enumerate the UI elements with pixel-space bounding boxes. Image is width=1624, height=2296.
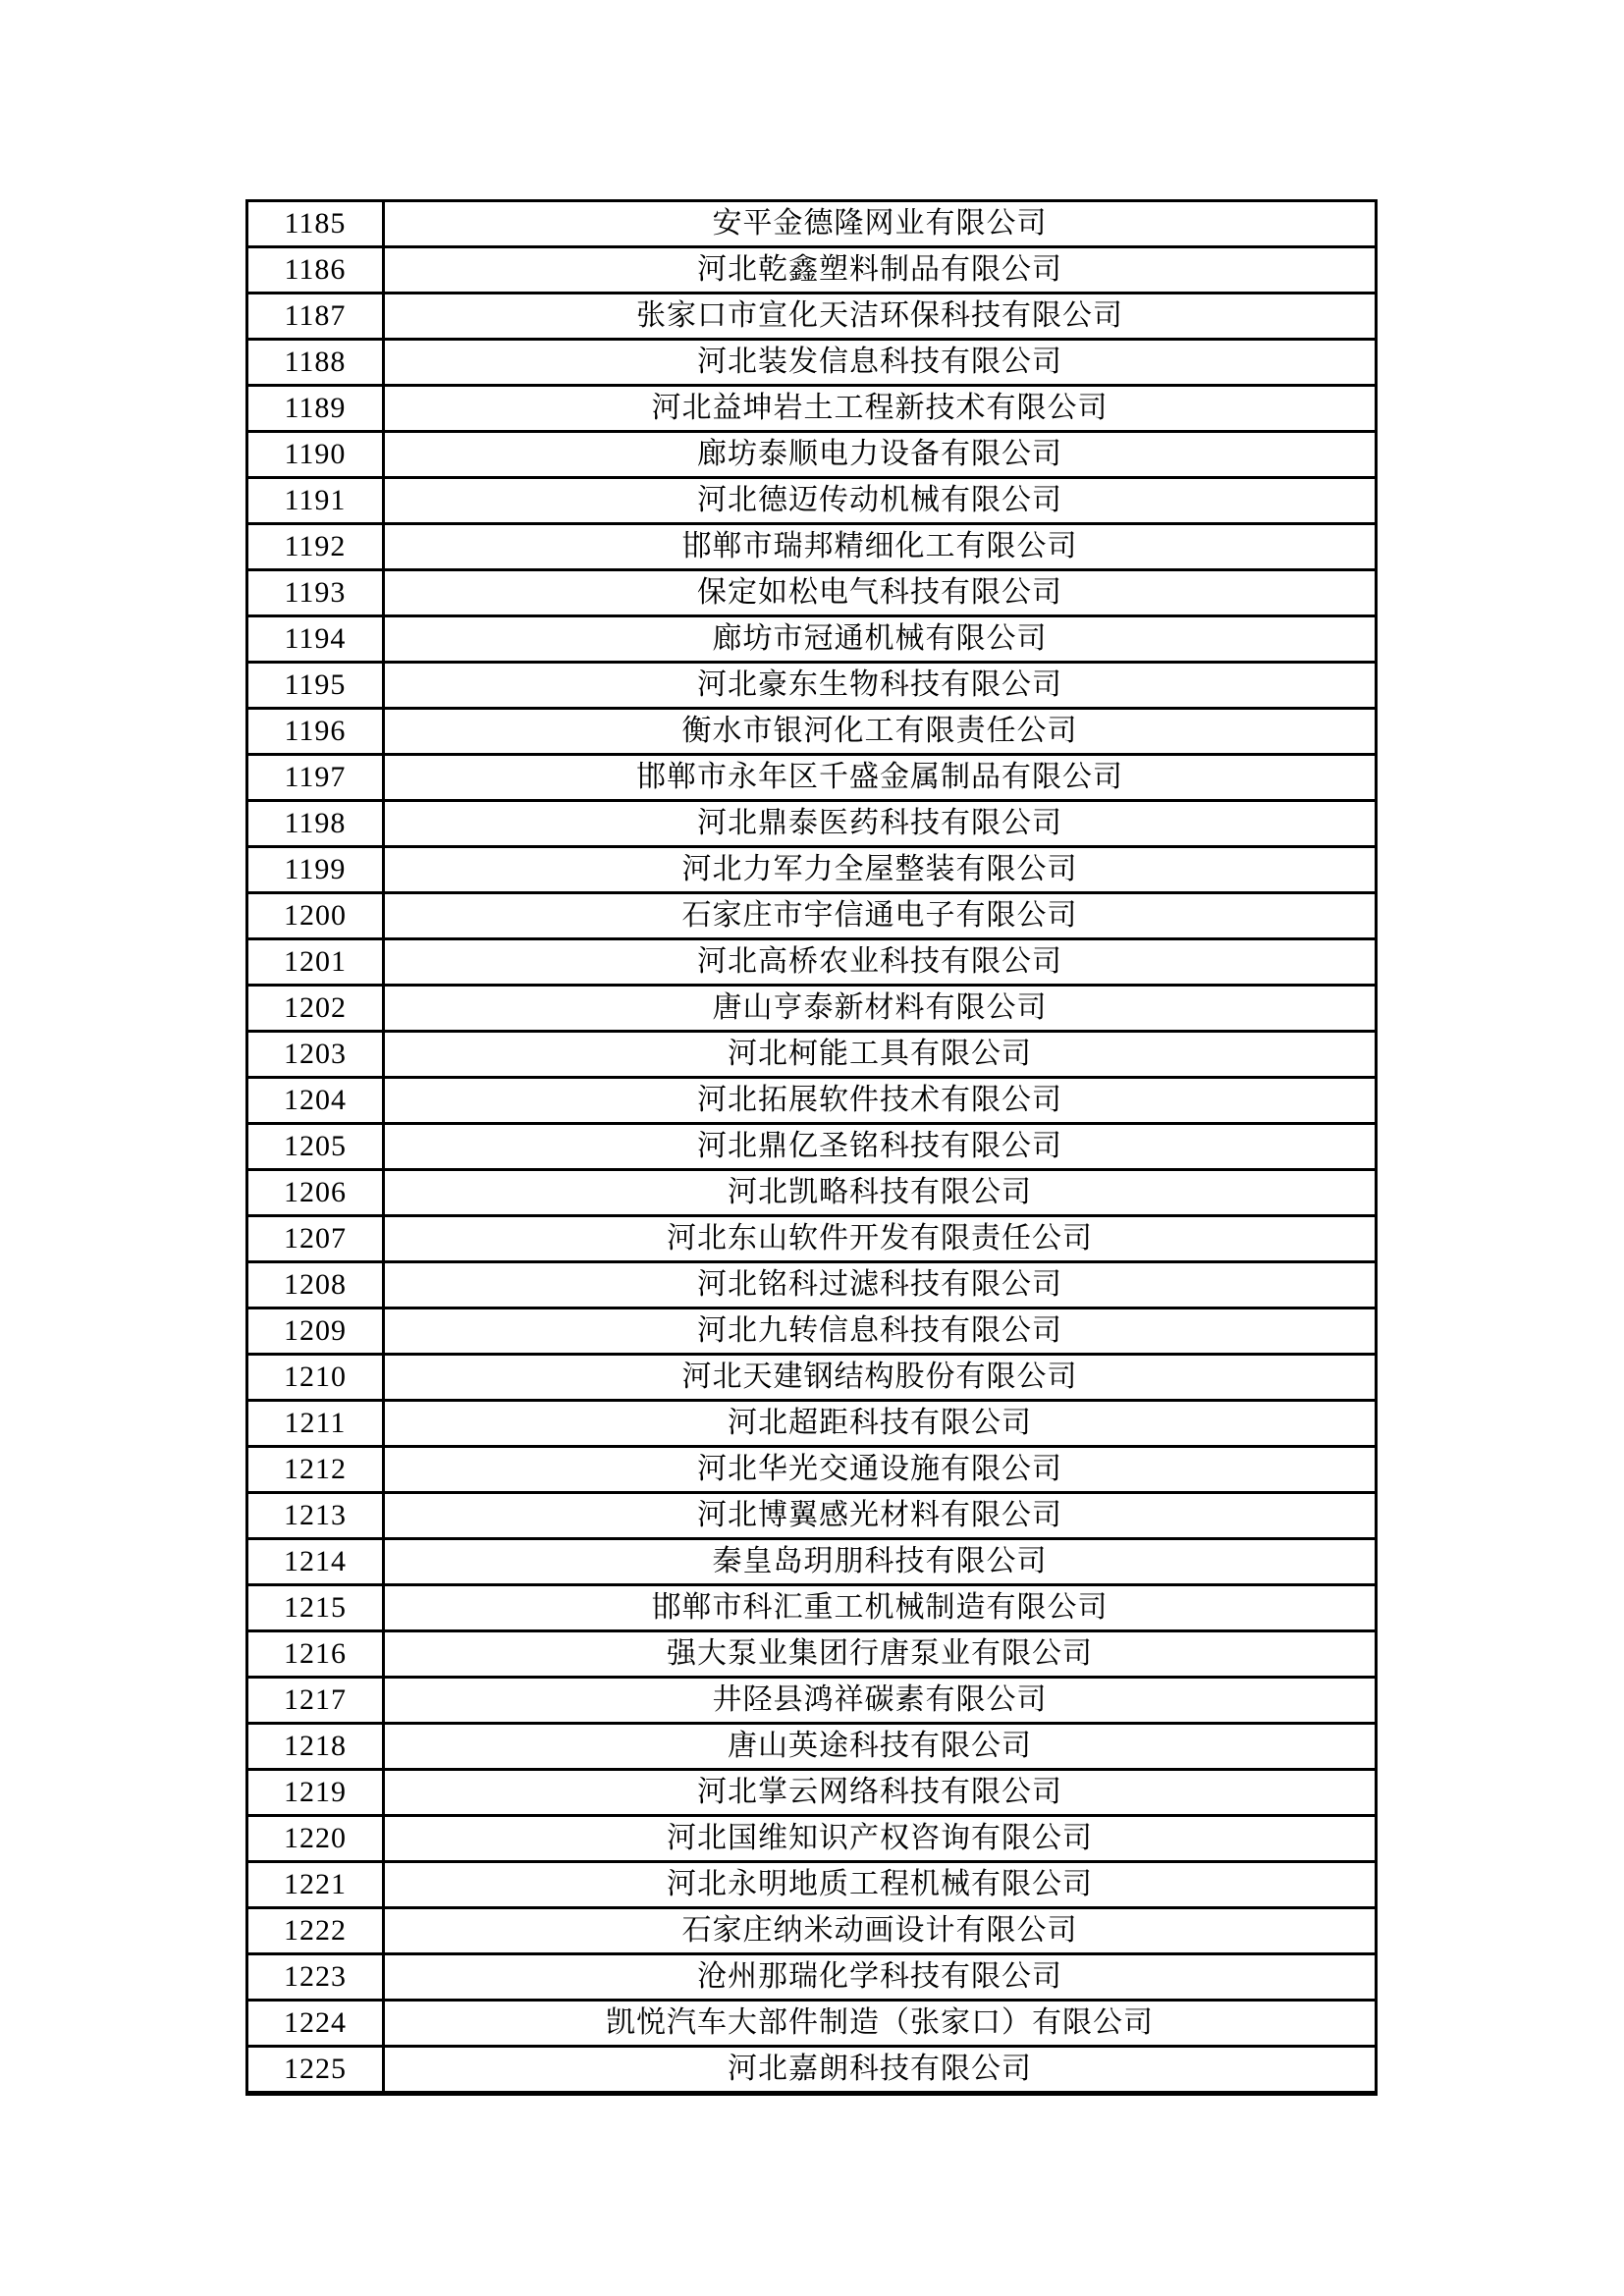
row-number-cell: 1199 [247, 847, 384, 893]
table-row [247, 1862, 1377, 1908]
company-name-cell: 河北柯能工具有限公司 [384, 1032, 1377, 1078]
company-name-cell: 河北乾鑫塑料制品有限公司 [384, 247, 1377, 294]
row-number-cell: 1215 [247, 1585, 384, 1631]
table-row [247, 939, 1377, 986]
table-row [247, 847, 1377, 893]
table-row [247, 1262, 1377, 1308]
company-name-cell: 河北鼎泰医药科技有限公司 [384, 801, 1377, 847]
table-row [247, 294, 1377, 340]
row-number-cell: 1185 [247, 201, 384, 247]
table-row [247, 340, 1377, 386]
company-name-cell: 河北天建钢结构股份有限公司 [384, 1355, 1377, 1401]
company-name-cell: 安平金德隆网业有限公司 [384, 201, 1377, 247]
company-name-cell: 邯郸市瑞邦精细化工有限公司 [384, 524, 1377, 570]
row-number-cell: 1202 [247, 986, 384, 1032]
row-number-cell: 1203 [247, 1032, 384, 1078]
company-name-cell: 河北国维知识产权咨询有限公司 [384, 1816, 1377, 1862]
row-number-cell: 1212 [247, 1447, 384, 1493]
table-body [247, 201, 1377, 2094]
company-name-cell: 河北华光交通设施有限公司 [384, 1447, 1377, 1493]
row-number-cell: 1224 [247, 2001, 384, 2047]
company-name-cell: 唐山英途科技有限公司 [384, 1724, 1377, 1770]
row-number-cell: 1225 [247, 2047, 384, 2094]
company-name-cell: 河北掌云网络科技有限公司 [384, 1770, 1377, 1816]
company-name-cell: 河北凯略科技有限公司 [384, 1170, 1377, 1216]
row-number-cell: 1219 [247, 1770, 384, 1816]
table-row [247, 386, 1377, 432]
company-name-cell: 河北东山软件开发有限责任公司 [384, 1216, 1377, 1262]
row-number-cell: 1194 [247, 616, 384, 663]
company-name-cell: 河北装发信息科技有限公司 [384, 340, 1377, 386]
row-number-cell: 1186 [247, 247, 384, 294]
company-name-cell: 石家庄纳米动画设计有限公司 [384, 1908, 1377, 1954]
table-row [247, 986, 1377, 1032]
row-number-cell: 1193 [247, 570, 384, 616]
row-number-cell: 1211 [247, 1401, 384, 1447]
company-name-cell: 河北拓展软件技术有限公司 [384, 1078, 1377, 1124]
table-row [247, 1032, 1377, 1078]
company-name-cell: 廊坊市冠通机械有限公司 [384, 616, 1377, 663]
table-row [247, 2001, 1377, 2047]
row-number-cell: 1220 [247, 1816, 384, 1862]
row-number-cell: 1206 [247, 1170, 384, 1216]
company-name-cell: 秦皇岛玥朋科技有限公司 [384, 1539, 1377, 1585]
row-number-cell: 1222 [247, 1908, 384, 1954]
company-name-cell: 邯郸市永年区千盛金属制品有限公司 [384, 755, 1377, 801]
company-name-cell: 强大泵业集团行唐泵业有限公司 [384, 1631, 1377, 1678]
company-name-cell: 衡水市银河化工有限责任公司 [384, 709, 1377, 755]
row-number-cell: 1207 [247, 1216, 384, 1262]
row-number-cell: 1205 [247, 1124, 384, 1170]
company-name-cell: 河北博翼感光材料有限公司 [384, 1493, 1377, 1539]
company-name-cell: 廊坊泰顺电力设备有限公司 [384, 432, 1377, 478]
company-name-cell: 张家口市宣化天洁环保科技有限公司 [384, 294, 1377, 340]
table-row [247, 663, 1377, 709]
table-row [247, 570, 1377, 616]
table-row [247, 1585, 1377, 1631]
company-name-cell: 井陉县鸿祥碳素有限公司 [384, 1678, 1377, 1724]
table-row [247, 1493, 1377, 1539]
table-row [247, 1724, 1377, 1770]
company-name-cell: 河北嘉朗科技有限公司 [384, 2047, 1377, 2094]
table-row [247, 1078, 1377, 1124]
company-list-table [245, 199, 1378, 2096]
company-name-cell: 河北豪东生物科技有限公司 [384, 663, 1377, 709]
company-name-cell: 石家庄市宇信通电子有限公司 [384, 893, 1377, 939]
company-name-cell: 河北益坤岩土工程新技术有限公司 [384, 386, 1377, 432]
table-row [247, 1770, 1377, 1816]
row-number-cell: 1192 [247, 524, 384, 570]
row-number-cell: 1197 [247, 755, 384, 801]
row-number-cell: 1210 [247, 1355, 384, 1401]
table-row [247, 893, 1377, 939]
table-row [247, 1908, 1377, 1954]
row-number-cell: 1200 [247, 893, 384, 939]
company-name-cell: 唐山亨泰新材料有限公司 [384, 986, 1377, 1032]
company-name-cell: 沧州那瑞化学科技有限公司 [384, 1954, 1377, 2001]
table-row [247, 1447, 1377, 1493]
company-name-cell: 保定如松电气科技有限公司 [384, 570, 1377, 616]
table-row [247, 1124, 1377, 1170]
row-number-cell: 1209 [247, 1308, 384, 1355]
table-row [247, 1170, 1377, 1216]
table-row [247, 1401, 1377, 1447]
company-name-cell: 邯郸市科汇重工机械制造有限公司 [384, 1585, 1377, 1631]
company-name-cell: 河北高桥农业科技有限公司 [384, 939, 1377, 986]
row-number-cell: 1198 [247, 801, 384, 847]
table-row [247, 432, 1377, 478]
row-number-cell: 1201 [247, 939, 384, 986]
row-number-cell: 1214 [247, 1539, 384, 1585]
table-row [247, 616, 1377, 663]
table-row [247, 2047, 1377, 2094]
company-name-cell: 河北永明地质工程机械有限公司 [384, 1862, 1377, 1908]
company-name-cell: 河北鼎亿圣铭科技有限公司 [384, 1124, 1377, 1170]
table-row [247, 1216, 1377, 1262]
row-number-cell: 1217 [247, 1678, 384, 1724]
row-number-cell: 1190 [247, 432, 384, 478]
table-row [247, 247, 1377, 294]
table-row [247, 1816, 1377, 1862]
company-name-cell: 河北力军力全屋整装有限公司 [384, 847, 1377, 893]
table-row [247, 755, 1377, 801]
company-name-cell: 河北九转信息科技有限公司 [384, 1308, 1377, 1355]
company-name-cell: 凯悦汽车大部件制造（张家口）有限公司 [384, 2001, 1377, 2047]
table-row [247, 478, 1377, 524]
table-row [247, 801, 1377, 847]
table-row [247, 1631, 1377, 1678]
row-number-cell: 1208 [247, 1262, 384, 1308]
table-row [247, 1678, 1377, 1724]
row-number-cell: 1187 [247, 294, 384, 340]
row-number-cell: 1196 [247, 709, 384, 755]
row-number-cell: 1188 [247, 340, 384, 386]
row-number-cell: 1221 [247, 1862, 384, 1908]
row-number-cell: 1218 [247, 1724, 384, 1770]
company-name-cell: 河北铭科过滤科技有限公司 [384, 1262, 1377, 1308]
company-name-cell: 河北德迈传动机械有限公司 [384, 478, 1377, 524]
table-row [247, 1355, 1377, 1401]
table-row [247, 201, 1377, 247]
row-number-cell: 1191 [247, 478, 384, 524]
table-row [247, 524, 1377, 570]
row-number-cell: 1195 [247, 663, 384, 709]
row-number-cell: 1213 [247, 1493, 384, 1539]
table-row [247, 1308, 1377, 1355]
table-row [247, 1954, 1377, 2001]
row-number-cell: 1223 [247, 1954, 384, 2001]
table-row [247, 1539, 1377, 1585]
row-number-cell: 1216 [247, 1631, 384, 1678]
company-name-cell: 河北超距科技有限公司 [384, 1401, 1377, 1447]
row-number-cell: 1204 [247, 1078, 384, 1124]
table-row [247, 709, 1377, 755]
row-number-cell: 1189 [247, 386, 384, 432]
